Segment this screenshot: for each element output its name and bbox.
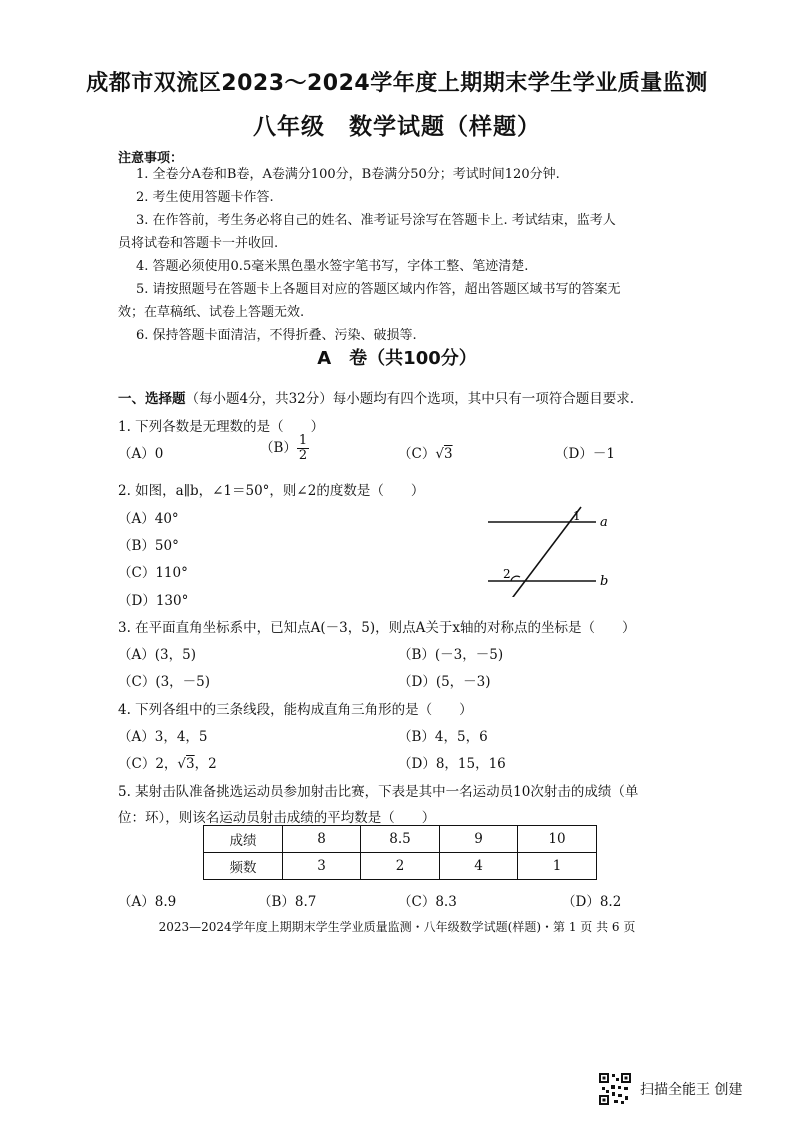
line-a-label: a bbox=[600, 515, 608, 530]
q2-option-d: （D）130° bbox=[118, 593, 189, 609]
notes-heading: 注意事项： bbox=[118, 151, 184, 166]
q2-option-b: （B）50° bbox=[118, 538, 179, 554]
note-item: 员将试卷和答题卡一并收回. bbox=[118, 236, 279, 251]
q5-stem-line2: 位：环），则该名运动员射击成绩的平均数是（ ） bbox=[118, 810, 436, 826]
table-cell: 1 bbox=[518, 853, 597, 880]
table-cell: 3 bbox=[283, 853, 361, 880]
q4-option-c-prefix: （C）2， bbox=[118, 756, 178, 772]
table-cell: 8.5 bbox=[361, 826, 440, 853]
note-item: 3. 在作答前，考生务必将自己的姓名、准考证号涂写在答题卡上. 考试结束，监考人 bbox=[136, 213, 616, 228]
exam-subtitle: 八年级 数学试题（样题） bbox=[253, 114, 541, 140]
note-item: 1. 全卷分A卷和B卷，A卷满分100分，B卷满分50分；考试时间120分钟. bbox=[136, 167, 560, 182]
sqrt-sign: √ bbox=[435, 446, 444, 462]
q4-stem: 4. 下列各组中的三条线段，能构成直角三角形的是（ ） bbox=[118, 702, 473, 718]
table-row bbox=[204, 853, 597, 880]
score-table bbox=[203, 825, 597, 880]
qr-code-icon bbox=[598, 1072, 632, 1106]
part1-desc: （每小题4分，共32分）每小题均有四个选项，其中只有一项符合题目要求. bbox=[185, 391, 635, 407]
table-cell: 8 bbox=[283, 826, 361, 853]
note-item: 2. 考生使用答题卡作答. bbox=[136, 190, 274, 205]
fraction-numerator: 1 bbox=[298, 433, 308, 448]
q5-stem-line1: 5. 某射击队准备挑选运动员参加射击比赛，下表是其中一名运动员10次射击的成绩（单 bbox=[118, 784, 639, 800]
exam-title: 成都市双流区2023～2024学年度上期期末学生学业质量监测 bbox=[86, 71, 708, 96]
q2-stem: 2. 如图，a∥b，∠1＝50°，则∠2的度数是（ ） bbox=[118, 483, 425, 499]
q4-option-b: （B）4，5，6 bbox=[398, 729, 488, 745]
q4-option-a: （A）3，4，5 bbox=[118, 729, 208, 745]
q2-option-c: （C）110° bbox=[118, 565, 188, 581]
parallel-lines-figure bbox=[480, 505, 620, 597]
note-item: 效；在草稿纸、试卷上答题无效. bbox=[118, 305, 305, 320]
table-cell-header: 成绩 bbox=[204, 826, 283, 853]
q1-option-b-label: （B） bbox=[260, 440, 297, 456]
note-item: 6. 保持答题卡面清洁，不得折叠、污染、破损等. bbox=[136, 328, 417, 343]
radicand: 3 bbox=[443, 446, 453, 462]
q5-option-a: （A）8.9 bbox=[118, 894, 177, 910]
watermark-text: 扫描全能王 创建 bbox=[640, 1082, 743, 1098]
angle-1-label: 1 bbox=[573, 509, 581, 523]
scanner-watermark bbox=[598, 1072, 742, 1106]
notes-list bbox=[118, 163, 688, 347]
section-a-title: A 卷（共100分） bbox=[317, 348, 477, 369]
q1-option-b bbox=[260, 434, 309, 463]
q3-option-d: （D）(5，－3) bbox=[398, 674, 491, 690]
table-cell-header: 频数 bbox=[204, 853, 283, 880]
fraction bbox=[297, 434, 309, 463]
table-cell: 9 bbox=[440, 826, 518, 853]
q3-stem: 3. 在平面直角坐标系中，已知点A(－3，5)，则点A关于x轴的对称点的坐标是（ ） bbox=[118, 620, 636, 636]
part1-heading bbox=[118, 387, 634, 407]
q3-option-c: （C）(3，－5) bbox=[118, 674, 211, 690]
q1-option-a: （A）0 bbox=[118, 446, 164, 462]
q5-option-c: （C）8.3 bbox=[398, 894, 457, 910]
q1-option-c bbox=[398, 442, 453, 462]
q5-option-d: （D）8.2 bbox=[562, 894, 622, 910]
q4-option-d: （D）8，15，16 bbox=[398, 756, 506, 772]
note-item: 4. 答题必须使用0.5毫米黑色墨水签字笔书写，字体工整、笔迹清楚. bbox=[136, 259, 529, 274]
q3-option-b: （B）(－3，－5) bbox=[398, 647, 504, 663]
note-item: 5. 请按照题号在答题卡上各题目对应的答题区域内作答，超出答题区域书写的答案无 bbox=[136, 282, 621, 297]
page-footer: 2023—2024学年度上期期末学生学业质量监测・八年级数学试题(样题)・第 1 页 共 6 页 bbox=[158, 920, 636, 934]
part1-label: 一、选择题 bbox=[118, 391, 186, 407]
q2-option-a: （A）40° bbox=[118, 511, 179, 527]
table-cell: 2 bbox=[361, 853, 440, 880]
q1-option-c-label: （C） bbox=[398, 446, 436, 462]
table-cell: 4 bbox=[440, 853, 518, 880]
q1-stem: 1. 下列各数是无理数的是（ ） bbox=[118, 419, 325, 435]
table-cell: 10 bbox=[518, 826, 597, 853]
sqrt-sign: √ bbox=[177, 756, 187, 772]
q5-option-b: （B）8.7 bbox=[258, 894, 317, 910]
radicand: 3 bbox=[186, 756, 195, 772]
transversal-line bbox=[510, 507, 581, 597]
angle-2-label: 2 bbox=[503, 567, 511, 581]
q1-option-d: （D）－1 bbox=[555, 446, 615, 462]
line-b-label: b bbox=[600, 574, 609, 589]
fraction-denominator: 2 bbox=[298, 448, 308, 463]
q4-option-c bbox=[118, 752, 217, 772]
table-row bbox=[204, 826, 597, 853]
q3-option-a: （A）(3，5) bbox=[118, 647, 196, 663]
q4-option-c-suffix: ，2 bbox=[194, 756, 217, 772]
